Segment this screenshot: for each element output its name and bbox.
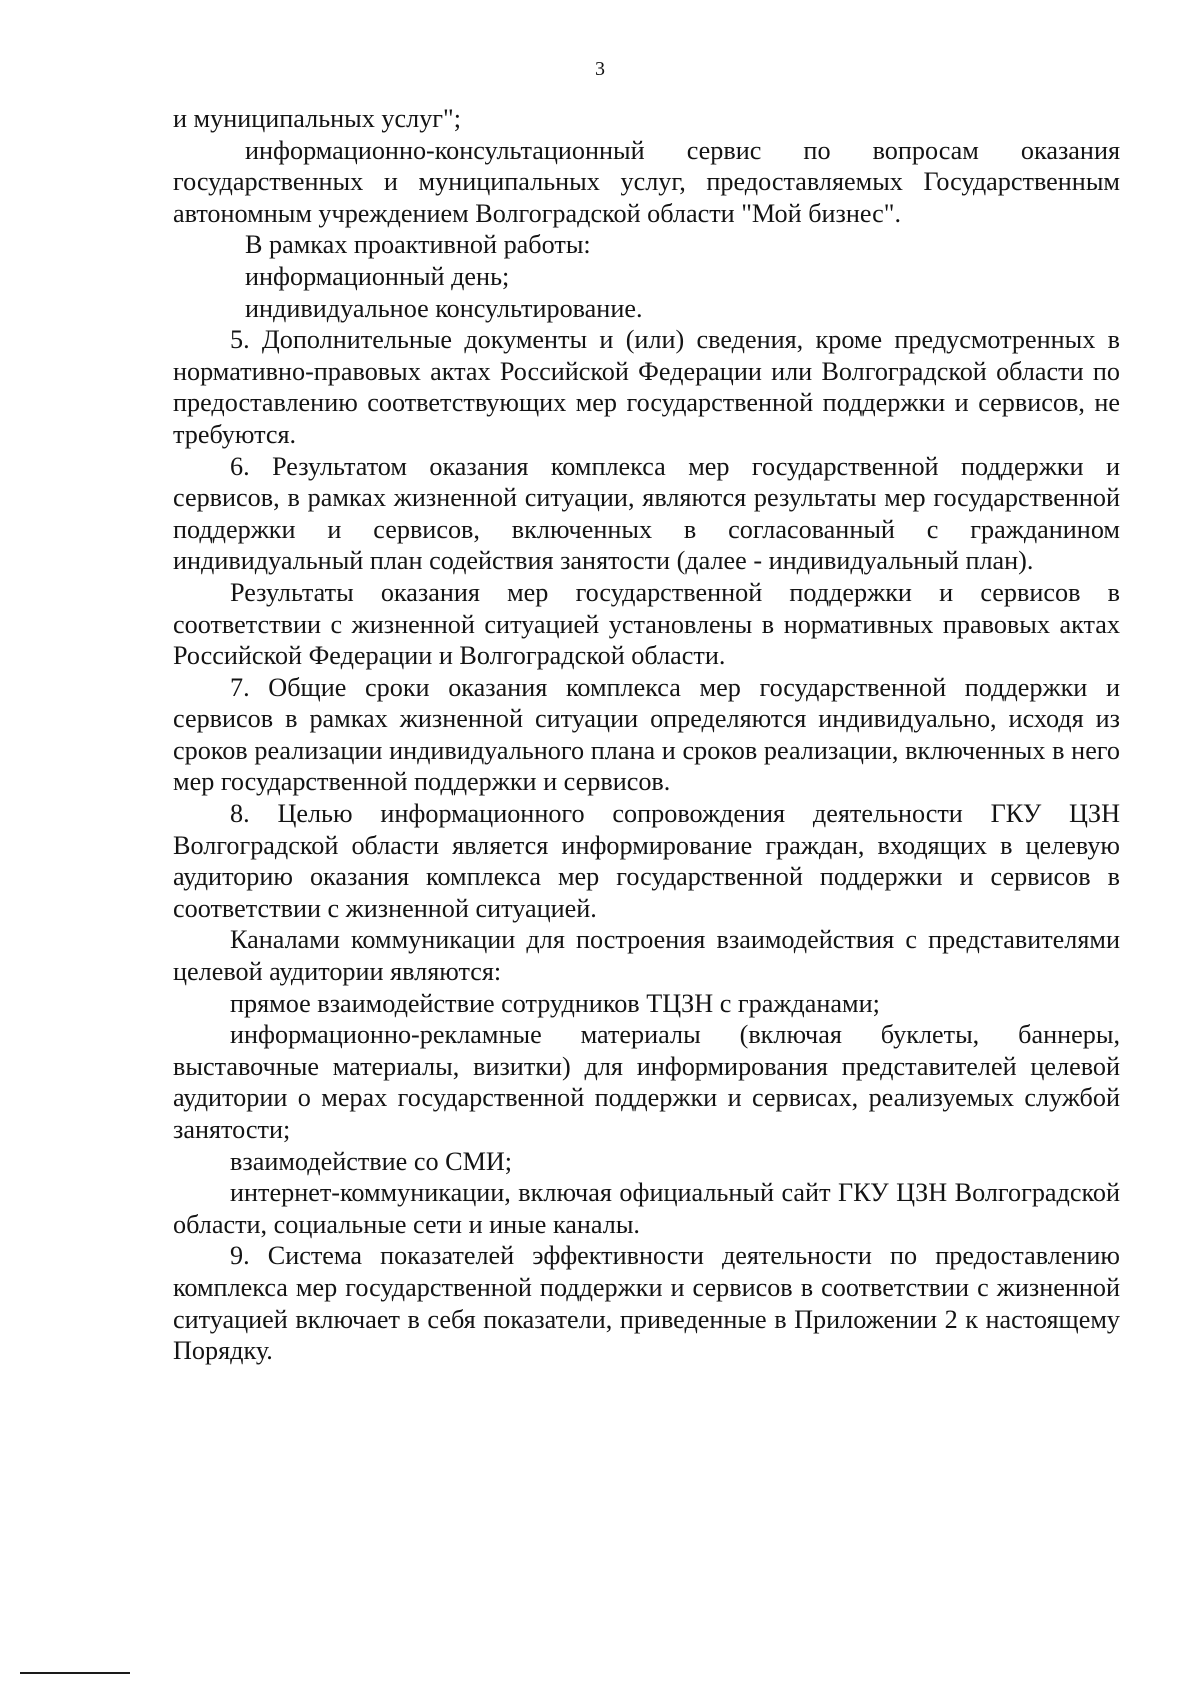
paragraph-item-8: 8. Целью информационного сопровождения деятельности ГКУ ЦЗН Волгоградской области является информирование граждан, входящих в целевую аудиторию оказания комплекса мер государственной поддержки и сервисов в соответствии с жизненной ситуацией. [173, 799, 1120, 923]
footer-rule [20, 1672, 130, 1674]
paragraph-media: взаимодействие со СМИ; [230, 1146, 513, 1176]
paragraph-results: Результаты оказания мер государственной поддержки и сервисов в соответствии с жизненной ситуацией установлены в нормативных правовых актах Российской Федерации и Волгоградской области. [173, 577, 1120, 671]
document-body [173, 103, 1120, 1367]
paragraph-proactive-work: В рамках проактивной работы: [245, 230, 591, 260]
paragraph-consulting-service: информационно-консультационный сервис по вопросам оказания государственных и муниципальных услуг, предоставляемых Государственным автономным учреждением Волгоградской области "Мой бизнес". [173, 135, 1120, 228]
paragraph-direct-interaction: прямое взаимодействие сотрудников ТЦЗН с гражданами; [230, 988, 880, 1018]
paragraph-info-day: информационный день; [245, 261, 510, 291]
paragraph-item-6: 6. Результатом оказания комплекса мер государственной поддержки и сервисов, в рамках жизненной ситуации, являются результаты мер государственной поддержки и сервисов, включенных в согласованный с гражданином индивидуальный план содействия занятости (далее - индивидуальный план). [173, 451, 1120, 576]
page-number: 3 [595, 58, 605, 80]
paragraph-advertising-materials: информационно-рекламные материалы (включая буклеты, баннеры, выставочные материалы, визитки) для информирования представителей целевой аудитории о мерах государственной поддержки и сервисах, реализуемых службой занятости; [173, 1020, 1120, 1144]
paragraph-continuation: и муниципальных услуг"; [173, 104, 461, 133]
paragraph-internet: интернет-коммуникации, включая официальный сайт ГКУ ЦЗН Волгоградской области, социальные сети и иные каналы. [173, 1178, 1120, 1239]
paragraph-item-9: 9. Система показателей эффективности деятельности по предоставлению комплекса мер государственной поддержки и сервисов в соответствии с жизненной ситуацией включает в себя показатели, приведенные в Приложении 2 к настоящему Порядку. [173, 1241, 1120, 1366]
paragraph-item-5: 5. Дополнительные документы и (или) сведения, кроме предусмотренных в нормативно-правовых актах Российской Федерации или Волгоградской области по предоставлению соответствующих мер государственной поддержки и сервисов, не требуются. [173, 325, 1120, 449]
paragraph-individual-consulting: индивидуальное консультирование. [245, 293, 643, 323]
paragraph-item-7: 7. Общие сроки оказания комплекса мер государственной поддержки и сервисов в рамках жизненной ситуации определяются индивидуально, исходя из сроков реализации индивидуального плана и сроков реализации, включенных в него мер государственной поддержки и сервисов. [173, 672, 1120, 797]
paragraph-channels: Каналами коммуникации для построения взаимодействия с представителями целевой аудитории являются: [173, 925, 1120, 987]
